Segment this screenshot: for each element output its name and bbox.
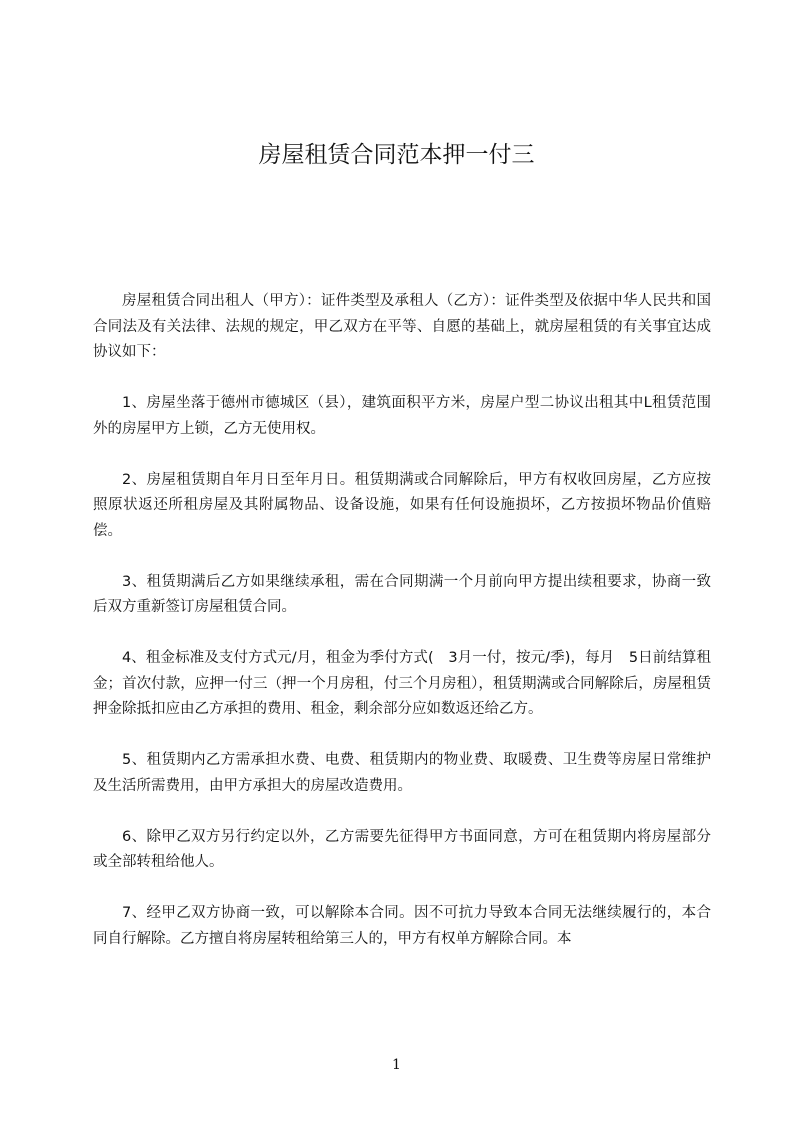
- clause-5-paragraph: 5、租赁期内乙方需承担水费、电费、租赁期内的物业费、取暖费、卫生费等房屋日常维护及生活所需费用，由甲方承担大的房屋改造费用。: [93, 752, 711, 794]
- document-title: 房屋租赁合同范本押一付三: [258, 142, 535, 168]
- clause-2-paragraph: 2、房屋租赁期自年月日至年月日。租赁期满或合同解除后，甲方有权收回房屋，乙方应按照原状返还所租房屋及其附属物品、设备设施，如果有任何设施损坏，乙方按损坏物品价值赔偿。: [93, 471, 711, 539]
- clause-7-paragraph: 7、经甲乙双方协商一致，可以解除本合同。因不可抗力导致本合同无法继续履行的，本合同自行解除。乙方擅自将房屋转租给第三人的，甲方有权单方解除合同。本: [93, 905, 711, 947]
- clause-4-paragraph: 4、租金标准及支付方式元/月，租金为季付方式( 3月一付，按元/季)，每月 5日前结算租金；首次付款，应押一付三（押一个月房租，付三个月房租），租赁期满或合同解除后，房屋租赁押金除抵扣应由乙方承担的费用、租金，剩余部分应如数返还给乙方。: [93, 650, 711, 717]
- intro-paragraph: 房屋租赁合同出租人（甲方）：证件类型及承租人（乙方）：证件类型及依据中华人民共和国合同法及有关法律、法规的规定，甲乙双方在平等、自愿的基础上，就房屋租赁的有关事宜达成协议如下：: [93, 293, 711, 360]
- clause-1-paragraph: 1、房屋坐落于德州市德城区（县），建筑面积平方米，房屋户型二协议出租其中L租赁范围外的房屋甲方上锁，乙方无使用权。: [93, 395, 711, 437]
- clause-6-paragraph: 6、除甲乙双方另行约定以外，乙方需要先征得甲方书面同意，方可在租赁期内将房屋部分或全部转租给他人。: [93, 828, 711, 870]
- document-body: [93, 289, 711, 978]
- clause-3-paragraph: 3、租赁期满后乙方如果继续承租，需在合同期满一个月前向甲方提出续租要求，协商一致后双方重新签订房屋租赁合同。: [93, 573, 711, 615]
- page-number: 1: [392, 1057, 401, 1073]
